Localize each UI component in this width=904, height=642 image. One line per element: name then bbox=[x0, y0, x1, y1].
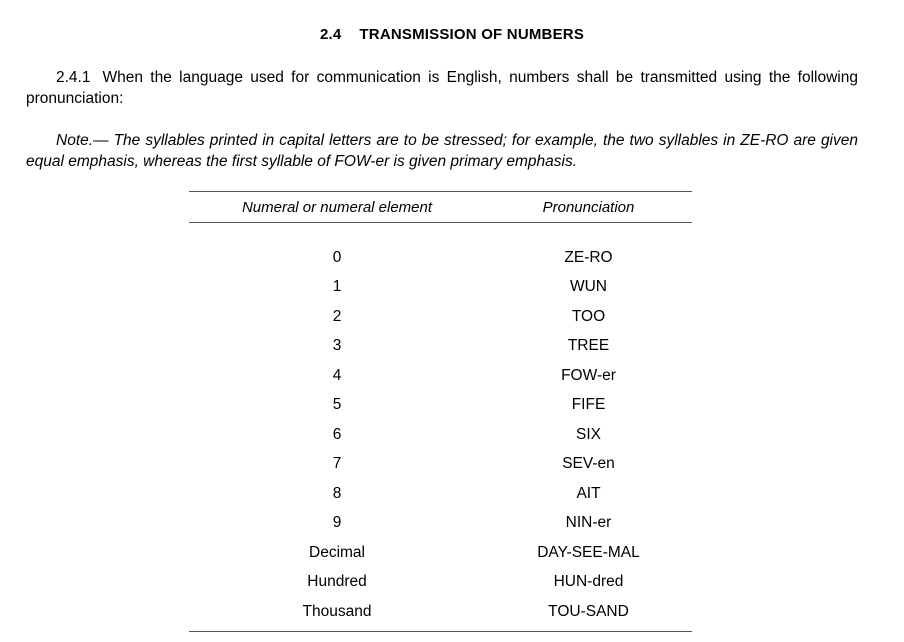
note-text: Note.— The syllables printed in capital letters are to be stressed; for example, the two syllables in ZE-RO are given equal emphasis, whereas the first syllable of FOW-er is given primary emphasis. bbox=[26, 132, 858, 170]
table-header bbox=[189, 192, 692, 223]
table-row bbox=[189, 361, 692, 391]
note-paragraph bbox=[26, 130, 858, 172]
pronunciation-cell: WUN bbox=[569, 278, 608, 296]
table-row bbox=[189, 597, 692, 627]
table-row bbox=[189, 302, 692, 332]
pronunciation-cell: FIFE bbox=[571, 396, 606, 414]
numeral-cell: 0 bbox=[332, 248, 342, 266]
numeral-cell: 3 bbox=[332, 337, 342, 355]
numeral-cell: 9 bbox=[332, 514, 342, 532]
table-row bbox=[189, 568, 692, 598]
pronunciation-cell: SEV-en bbox=[562, 455, 615, 473]
numeral-cell: 4 bbox=[332, 366, 342, 384]
section-heading bbox=[0, 26, 904, 43]
table-row bbox=[189, 450, 692, 480]
numeral-cell: 6 bbox=[332, 425, 342, 443]
pronunciation-cell: TOO bbox=[571, 307, 606, 325]
numeral-cell: 2 bbox=[332, 307, 342, 325]
numeral-cell: Hundred bbox=[307, 573, 367, 591]
pronunciation-cell: HUN-dred bbox=[553, 573, 624, 591]
pronunciation-cell: DAY-SEE-MAL bbox=[537, 543, 640, 561]
paragraph-2-4-1 bbox=[26, 67, 858, 109]
header-numeral: Numeral or numeral element bbox=[241, 198, 433, 216]
table-row bbox=[189, 273, 692, 303]
paragraph-text: When the language used for communication is English, numbers shall be transmitted using the following pronunciation: bbox=[26, 69, 858, 107]
table-row bbox=[189, 391, 692, 421]
table-row bbox=[189, 332, 692, 362]
section-title: TRANSMISSION OF NUMBERS bbox=[359, 26, 585, 43]
pronunciation-cell: NIN-er bbox=[565, 514, 612, 532]
numeral-cell: Decimal bbox=[309, 543, 365, 561]
pronunciation-cell: TREE bbox=[567, 337, 610, 355]
numeral-cell: 1 bbox=[332, 278, 342, 296]
table-row bbox=[189, 538, 692, 568]
pronunciation-cell: AIT bbox=[576, 484, 601, 502]
numeral-cell: 8 bbox=[332, 484, 342, 502]
numeral-cell: Thousand bbox=[302, 602, 372, 620]
pronunciation-cell: SIX bbox=[576, 425, 601, 443]
pronunciation-cell: TOU-SAND bbox=[548, 602, 629, 620]
table-row bbox=[189, 243, 692, 273]
section-number: 2.4 bbox=[319, 26, 342, 43]
paragraph-number: 2.4.1 bbox=[56, 69, 91, 86]
numeral-cell: 7 bbox=[332, 455, 342, 473]
numeral-cell: 5 bbox=[332, 396, 342, 414]
pronunciation-cell: FOW-er bbox=[561, 366, 616, 384]
header-pronunciation: Pronunciation bbox=[542, 198, 635, 216]
table-row bbox=[189, 479, 692, 509]
pronunciation-table bbox=[189, 191, 692, 632]
pronunciation-cell: ZE-RO bbox=[564, 248, 613, 266]
table-row bbox=[189, 509, 692, 539]
table-row bbox=[189, 420, 692, 450]
table-body bbox=[189, 223, 692, 632]
